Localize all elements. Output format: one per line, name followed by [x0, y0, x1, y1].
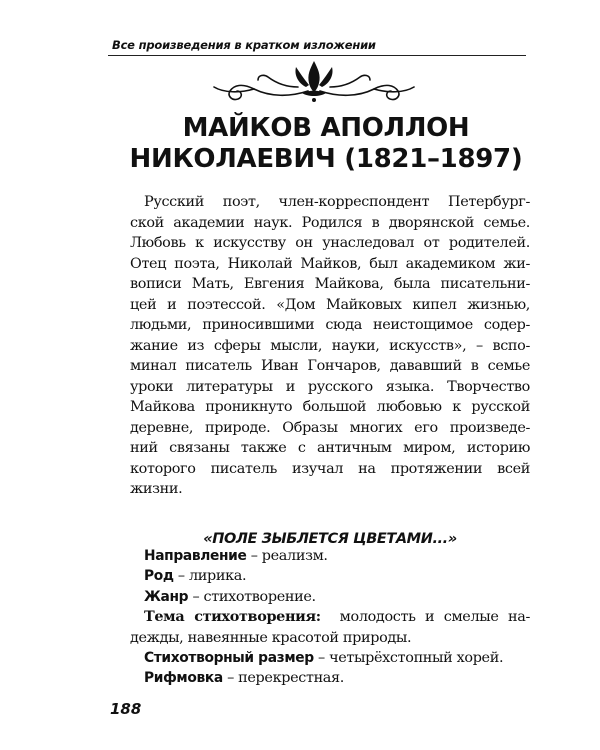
bio-line: жизни. — [130, 481, 183, 497]
fact-label: Рифмовка — [144, 670, 223, 687]
fact-theme-line-1 — [130, 607, 530, 627]
bio-line: вописи Мать, Евгения Майкова, была писательни- — [130, 276, 530, 292]
fact-value: – реализм. — [246, 548, 328, 564]
bio-line: ний связаны также с античным миром, историю — [130, 440, 530, 456]
fact-label: Направление — [144, 548, 247, 564]
bio-line: минал писатель Иван Гончаров, дававший в семье — [130, 358, 530, 374]
bio-line: Отец поэта, Николай Майков, был академиком жи- — [130, 255, 530, 272]
bio-line: ской академии наук. Родился в дворянской семье. — [130, 214, 530, 231]
fact-value: – четырёхстопный хорей. — [313, 650, 504, 667]
bio-line: людьми, приносившими сюда неистощимое содер- — [130, 317, 530, 333]
bio-line: которого писатель изучал на протяжении всей — [130, 460, 530, 477]
bio-line: жание из сферы мысли, науки, искусств», – вспо- — [130, 337, 530, 354]
bio-line: Майкова проникнуто большой любовью к русской — [130, 399, 530, 415]
fact-label: Стихотворный размер — [144, 650, 314, 667]
poem-title: «ПОЛЕ ЗЫБЛЕТСЯ ЦВЕТАМИ...» — [203, 531, 457, 547]
fact-label: Тема стихотворения: — [144, 608, 321, 626]
bio-line: уроки литературы и русского языка. Творчество — [130, 378, 530, 395]
biography-paragraph — [130, 192, 530, 500]
fact-genre — [130, 587, 530, 607]
fact-kind — [130, 566, 530, 586]
fact-theme-line-2: дежды, навеянные красотой природы. — [130, 629, 412, 646]
fact-meter — [130, 648, 530, 668]
fact-value: молодость и смелые на- — [339, 609, 530, 626]
running-head: Все произведения в кратком изложении — [112, 38, 376, 52]
bio-line: Любовь к искусству он унаследовал от родителей. — [130, 235, 530, 251]
fact-direction — [130, 546, 530, 566]
fact-rhyme — [130, 668, 530, 688]
fact-value: – стихотворение. — [188, 588, 316, 605]
page-title — [110, 113, 542, 175]
title-line-2: НИКОЛАЕВИЧ (1821–1897) — [129, 144, 523, 174]
fact-value: – лирика. — [173, 568, 247, 585]
title-line-1: МАЙКОВ АПОЛЛОН — [182, 113, 470, 143]
fact-label: Жанр — [144, 588, 189, 605]
fact-value: – перекрестная. — [222, 670, 344, 687]
bio-line: Русский поэт, член-корреспондент Петербург- — [144, 194, 530, 210]
bio-line: деревне, природе. Образы многих его произведе- — [130, 419, 530, 436]
page-number: 188 — [110, 700, 142, 718]
fact-theme — [130, 607, 530, 648]
fact-label: Род — [144, 568, 174, 585]
bio-line: цей и поэтессой. «Дом Майковых кипел жизнью, — [130, 296, 530, 313]
poem-facts — [130, 546, 530, 689]
ornament-icon — [210, 57, 418, 105]
header-rule — [108, 55, 526, 56]
